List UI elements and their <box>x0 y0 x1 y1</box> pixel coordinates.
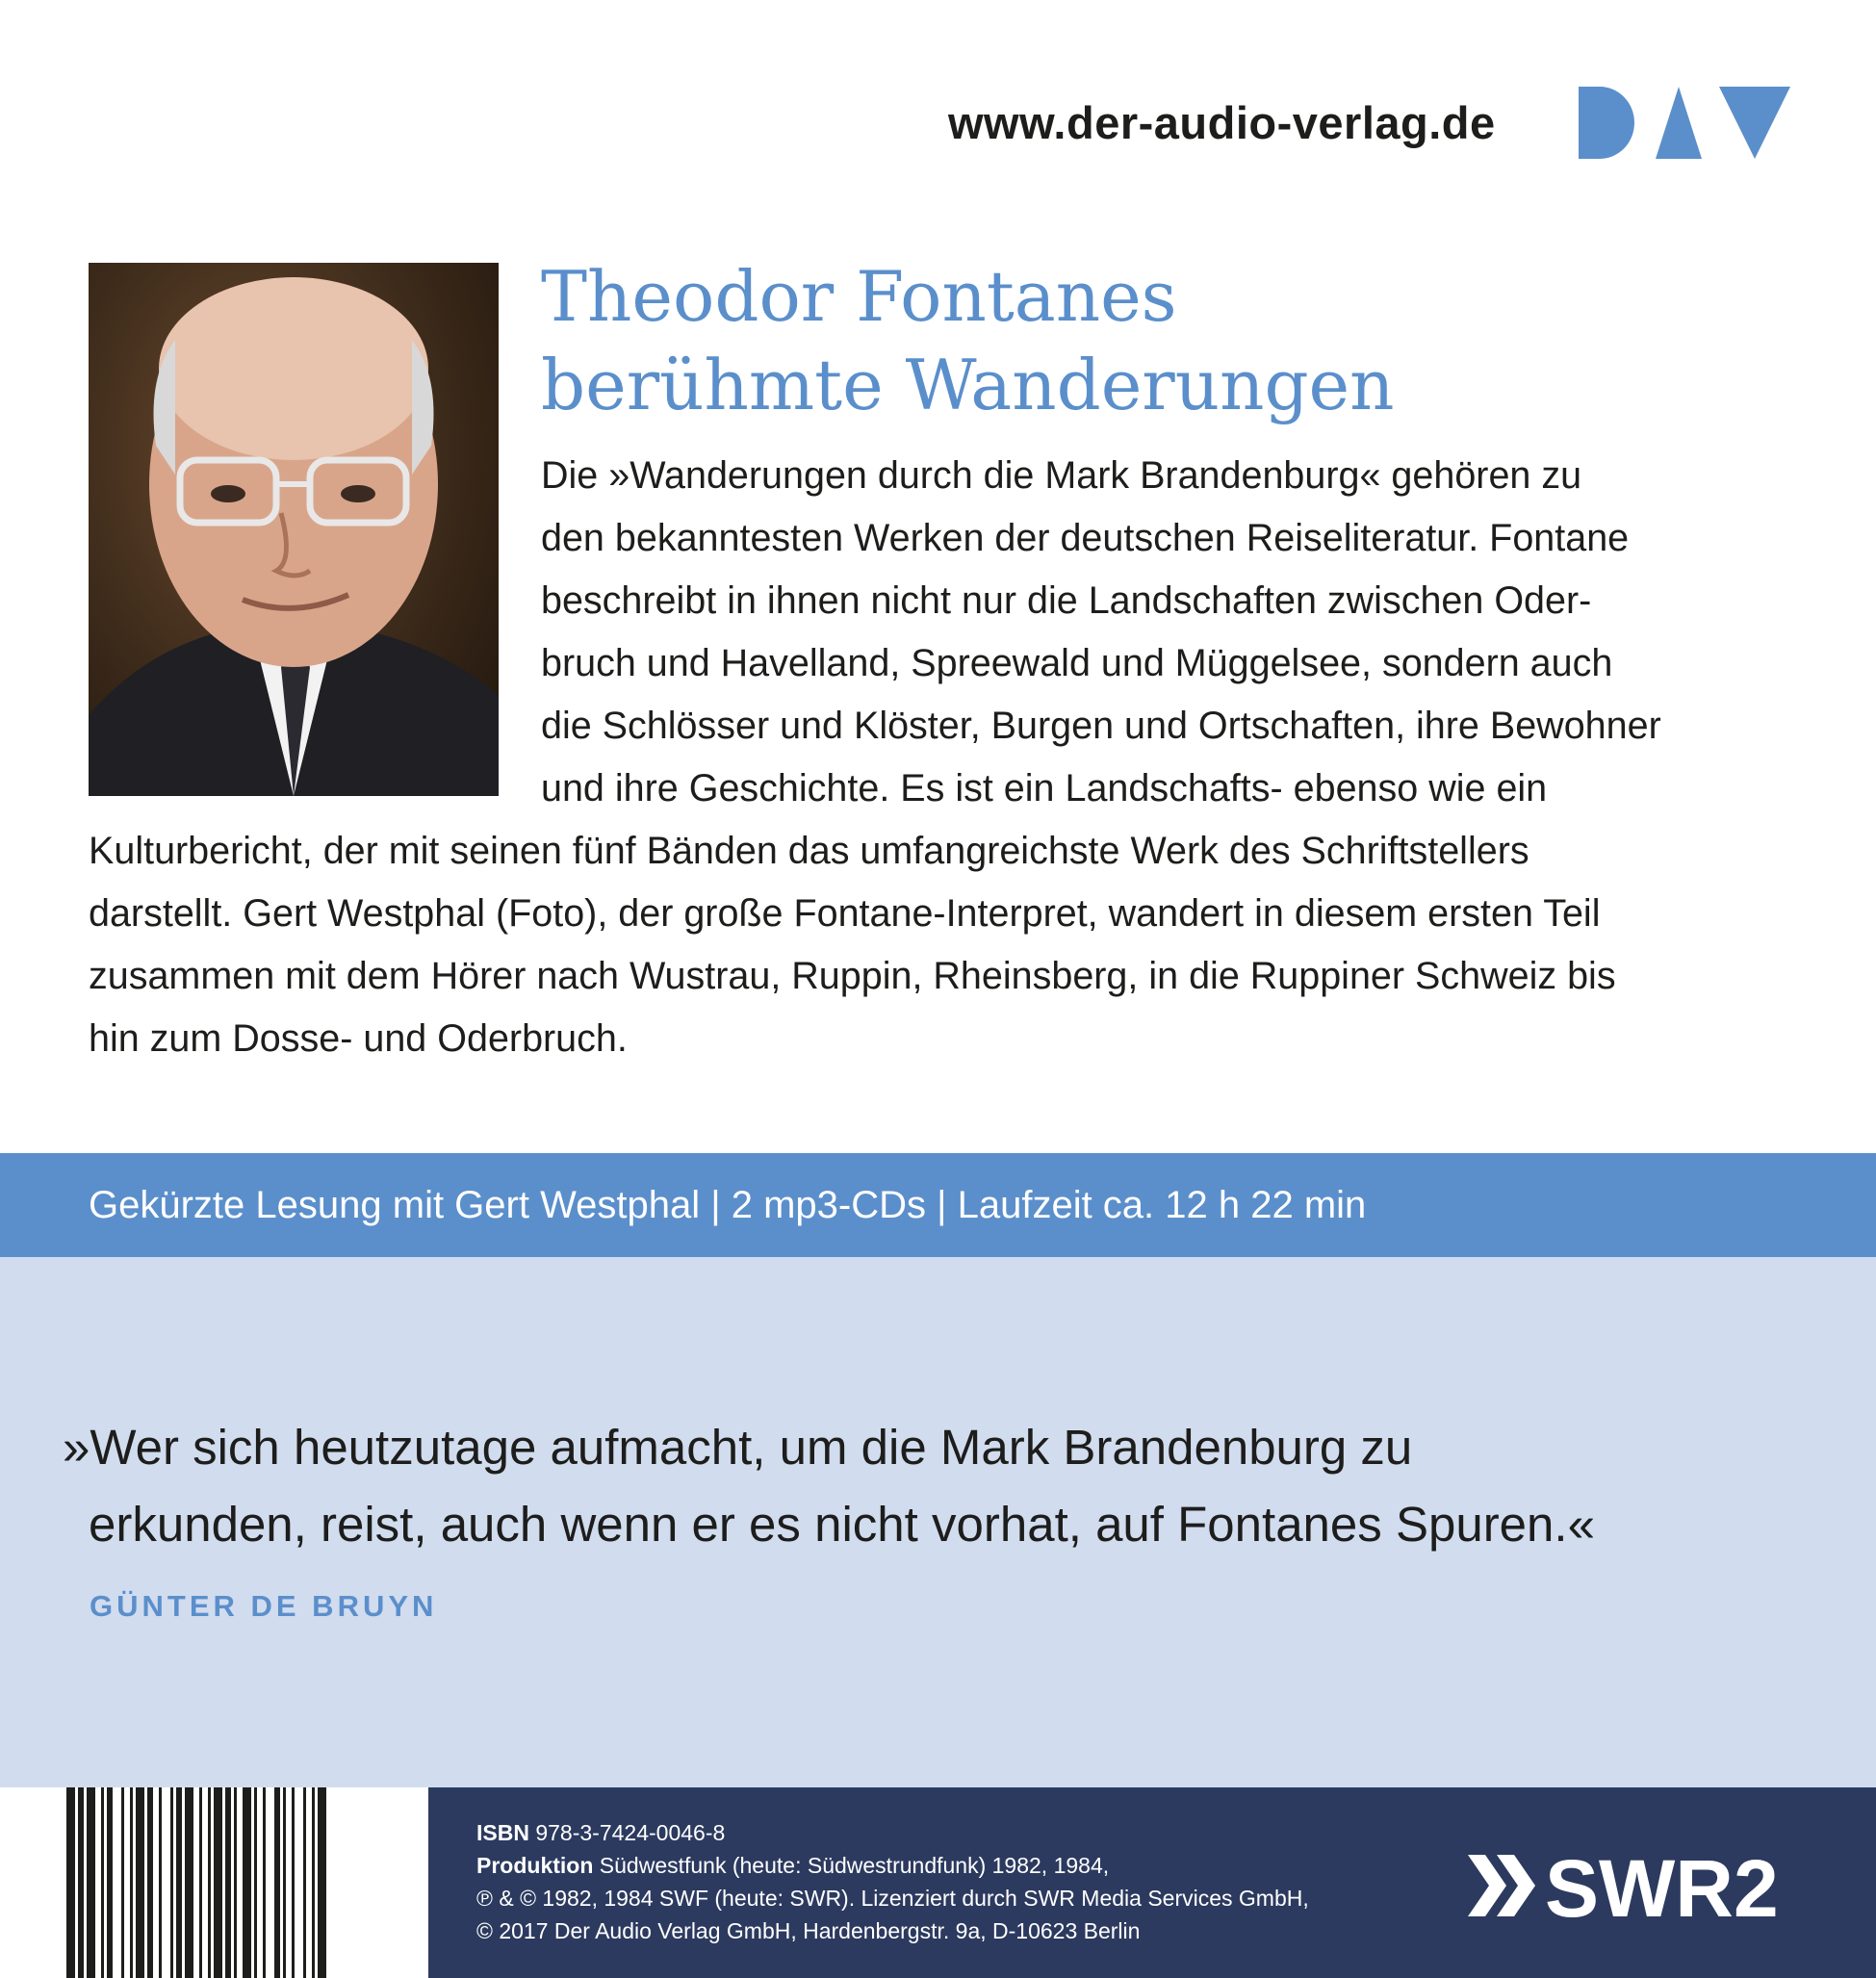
barcode-bar <box>87 1787 95 1978</box>
rights-line: ℗ & © 1982, 1984 SWF (heute: SWR). Lizenziert durch SWR Media Services GmbH, <box>476 1886 1309 1911</box>
description-line: den bekanntesten Werken der deutschen Reiseliteratur. Fontane <box>541 517 1630 559</box>
produktion-line <box>476 1855 1109 1877</box>
book-title <box>541 252 1395 429</box>
barcode-bar <box>243 1787 251 1978</box>
quote-line-1: »Wer sich heutzutage aufmacht, um die Mark Brandenburg zu <box>63 1420 1413 1475</box>
barcode-bar <box>170 1787 173 1978</box>
barcode-bar <box>159 1787 162 1978</box>
produktion-value: Südwestfunk (heute: Südwestrundfunk) 1982, 1984, <box>593 1853 1110 1878</box>
produktion-label: Produktion <box>476 1853 594 1878</box>
barcode-bar <box>292 1787 295 1978</box>
title-line-1: Theodor Fontanes <box>541 256 1177 337</box>
barcode-bar <box>107 1787 113 1978</box>
barcode-bar <box>121 1787 124 1978</box>
description-line: bruch und Havelland, Spreewald und Müggelsee, sondern auch <box>541 642 1613 684</box>
description-line: und ihre Geschichte. Es ist ein Landschafts- ebenso wie ein <box>541 767 1548 809</box>
barcode-bar <box>66 1787 75 1978</box>
barcode-bar <box>263 1787 266 1978</box>
barcode-bar <box>185 1787 193 1978</box>
barcode-bar <box>214 1787 222 1978</box>
barcode-bar <box>303 1787 306 1978</box>
info-band <box>0 1153 1876 1257</box>
barcode-bar <box>274 1787 280 1978</box>
barcode-bar <box>254 1787 257 1978</box>
barcode-bar <box>199 1787 202 1978</box>
description-line: hin zum Dosse- und Oderbruch. <box>89 1017 628 1060</box>
description-line: zusammen mit dem Hörer nach Wustrau, Ruppin, Rheinsberg, in die Ruppiner Schweiz bis <box>89 955 1616 997</box>
barcode-bar <box>225 1787 231 1978</box>
description-line: Die »Wanderungen durch die Mark Brandenburg« gehören zu <box>541 454 1582 497</box>
dav-logo <box>1579 87 1790 159</box>
publisher-url[interactable]: www.der-audio-verlag.de <box>948 97 1496 148</box>
swr2-logo <box>1468 1847 1786 1924</box>
barcode-bar <box>147 1787 153 1978</box>
barcode-bar <box>318 1787 326 1978</box>
barcode-bar <box>312 1787 315 1978</box>
svg-text:SWR2: SWR2 <box>1545 1847 1779 1924</box>
publisher-line: © 2017 Der Audio Verlag GmbH, Hardenbergstr. 9a, D-10623 Berlin <box>476 1918 1141 1943</box>
barcode-bar <box>101 1787 104 1978</box>
quote-author: GÜNTER DE BRUYN <box>90 1589 438 1623</box>
portrait-photo <box>89 263 499 796</box>
description-line: Kulturbericht, der mit seinen fünf Bänden das umfangreichste Werk des Schriftstellers <box>89 830 1529 872</box>
title-line-2: berühmte Wanderungen <box>541 345 1395 425</box>
barcode-bar <box>136 1787 144 1978</box>
barcode-bar <box>176 1787 182 1978</box>
isbn-value: 978-3-7424-0046-8 <box>528 1820 726 1845</box>
footer-panel <box>428 1787 1876 1978</box>
info-band-text: Gekürzte Lesung mit Gert Westphal | 2 mp3-CDs | Laufzeit ca. 12 h 22 min <box>89 1184 1367 1226</box>
description-line: die Schlösser und Klöster, Burgen und Ortschaften, ihre Bewohner <box>541 705 1661 747</box>
isbn-line <box>476 1822 725 1844</box>
quote-line-2: erkunden, reist, auch wenn er es nicht vorhat, auf Fontanes Spuren.« <box>89 1497 1595 1552</box>
barcode-bar <box>130 1787 133 1978</box>
barcode-bar <box>234 1787 237 1978</box>
barcode-bar <box>283 1787 286 1978</box>
description-line: beschreibt in ihnen nicht nur die Landschaften zwischen Oder- <box>541 579 1592 622</box>
barcode-bar <box>78 1787 84 1978</box>
barcode <box>63 1787 428 1978</box>
isbn-label: ISBN <box>476 1820 529 1845</box>
description-line: darstellt. Gert Westphal (Foto), der große Fontane-Interpret, wandert in diesem ersten Teil <box>89 892 1601 935</box>
barcode-bar <box>208 1787 211 1978</box>
